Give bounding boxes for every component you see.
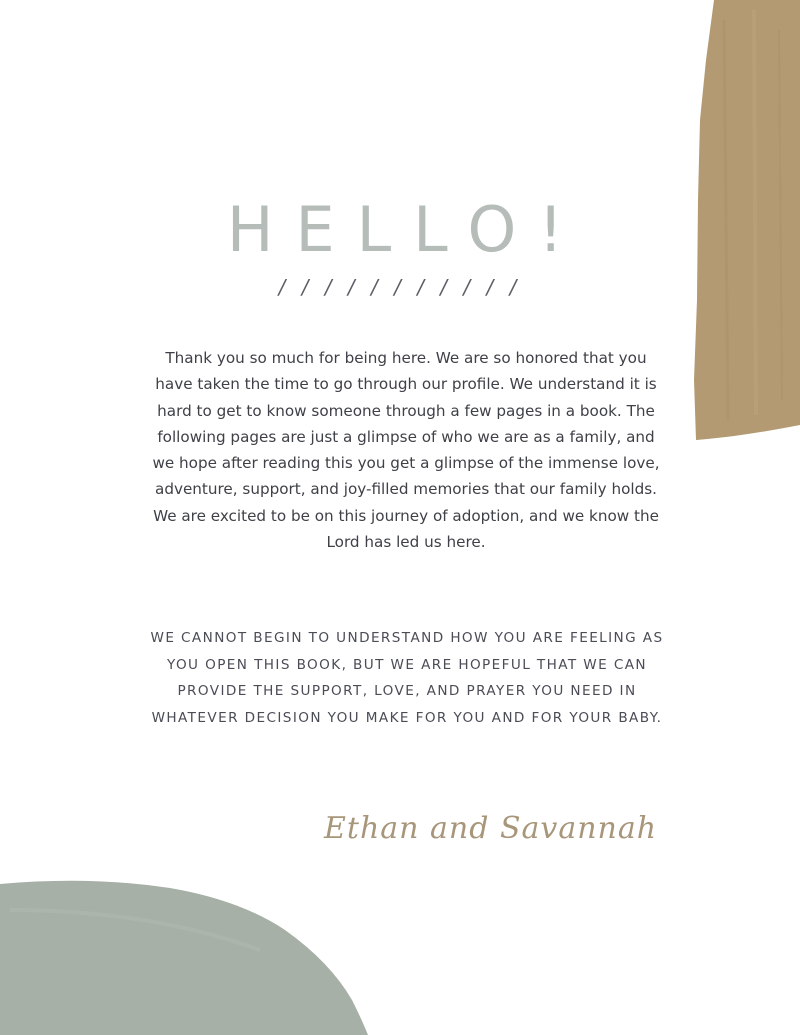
intro-paragraph: Thank you so much for being here. We are so honored that you have taken the time to go through our profile. We understand it is hard to get to know someone through a few pages in a book. The following pages are just a glimpse of who we are as a family, and we hope after reading this you get a glimpse of the immense love, adventure, support, and joy-filled memories that our family holds. We are excited to be on this journey of adoption, and we know the Lord has led us here. (152, 349, 660, 552)
page-title: HELLO! (226, 193, 586, 266)
sage-brush-shape (0, 880, 370, 1035)
slash-divider: / / / / / / / / / / / (278, 275, 522, 299)
signature (318, 798, 668, 858)
caps-paragraph: WE CANNOT BEGIN TO UNDERSTAND HOW YOU ARE FEELING AS YOU OPEN THIS BOOK, BUT WE ARE HOPEFUL THAT WE CAN PROVIDE THE SUPPORT, LOVE, AND PRAYER YOU NEED IN WHATEVER DECISION YOU MAKE FOR YOU AND FOR YOUR BABY. (150, 630, 664, 726)
signature-text: Ethan and Savannah (324, 811, 658, 846)
